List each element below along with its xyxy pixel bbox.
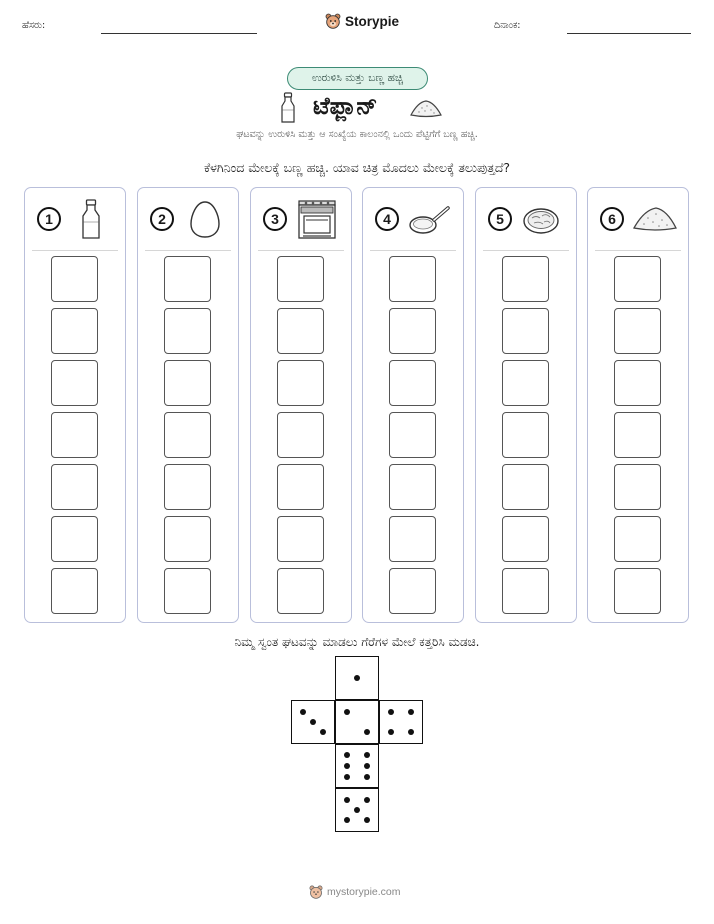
color-box[interactable] [389,464,436,510]
color-box[interactable] [614,256,661,302]
color-box[interactable] [51,308,98,354]
egg-icon [182,198,228,240]
footer [309,885,401,899]
oven-icon [295,198,341,240]
instructions-subtitle: ಘಟವನ್ನು ಉರುಳಿಸಿ ಮತ್ತು ಆ ಸಂಖ್ಯೆಯ ಕಾಲಂನಲ್ಲಿ ಒಂದು ಪೆಟ್ಟಿಗೆಗೆ ಬಣ್ಣ ಹಚ್ಚಿ. [236,129,478,140]
color-box[interactable] [277,568,324,614]
color-box[interactable] [502,256,549,302]
color-box[interactable] [502,360,549,406]
color-box[interactable] [614,308,661,354]
color-box[interactable] [277,464,324,510]
column-2 [137,187,239,623]
color-box[interactable] [51,568,98,614]
column-header [363,188,463,250]
column-number: 4 [375,207,399,231]
column-number: 1 [37,207,61,231]
color-box[interactable] [502,464,549,510]
die-face [291,700,335,744]
name-line [101,33,257,34]
column-header [476,188,576,250]
date-label: ದಿನಾಂಕ: [494,20,521,31]
color-box[interactable] [502,516,549,562]
color-box[interactable] [51,464,98,510]
column-header [138,188,238,250]
column-number: 6 [600,207,624,231]
color-box[interactable] [51,516,98,562]
color-box[interactable] [389,568,436,614]
color-box[interactable] [277,360,324,406]
color-box[interactable] [389,256,436,302]
color-box[interactable] [164,516,211,562]
color-box[interactable] [614,464,661,510]
die-face [335,700,379,744]
color-box[interactable] [614,360,661,406]
color-box[interactable] [389,516,436,562]
column-number: 5 [488,207,512,231]
color-box[interactable] [502,308,549,354]
pip [344,774,350,780]
pip [344,752,350,758]
column-header [25,188,125,250]
column-header [251,188,351,250]
pip [344,797,350,803]
die-face [335,788,379,832]
color-box[interactable] [164,412,211,458]
color-box[interactable] [51,360,98,406]
die-face [335,744,379,788]
pip [354,675,360,681]
dice-instruction: ನಿಮ್ಮ ಸ್ವಂತ ಘಟವನ್ನು ಮಾಡಲು ಗೆರೆಗಳ ಮೇಲೆ ಕತ್ತರಿಸಿ ಮಡಚಿ. [234,635,480,649]
column-4 [362,187,464,623]
bear-logo-icon [309,885,323,899]
pip [364,729,370,735]
pip [364,763,370,769]
column-number: 2 [150,207,174,231]
footer-url[interactable]: mystorypie.com [327,886,401,898]
brand-name: Storypie [345,13,400,29]
column-divider [595,250,681,251]
pip [344,709,350,715]
pip [408,709,414,715]
die-face [379,700,423,744]
color-box[interactable] [502,568,549,614]
column-divider [32,250,118,251]
color-box[interactable] [164,568,211,614]
column-header [588,188,688,250]
color-box[interactable] [164,360,211,406]
column-6 [587,187,689,623]
color-box[interactable] [502,412,549,458]
color-box[interactable] [614,516,661,562]
powder-pile-icon [410,98,442,118]
color-box[interactable] [389,360,436,406]
color-box[interactable] [277,412,324,458]
color-box[interactable] [51,256,98,302]
color-box[interactable] [389,308,436,354]
color-box[interactable] [51,412,98,458]
color-box[interactable] [164,256,211,302]
name-label: ಹೆಸರು: [22,20,46,31]
column-3 [250,187,352,623]
activity-pill: ಉರುಳಿಸಿ ಮತ್ತು ಬಣ್ಣ ಹಚ್ಚಿ [287,67,428,90]
color-box[interactable] [277,516,324,562]
column-number: 3 [263,207,287,231]
column-5 [475,187,577,623]
color-box[interactable] [389,412,436,458]
date-line [567,33,691,34]
pip [344,817,350,823]
die-face [335,656,379,700]
color-box[interactable] [164,464,211,510]
color-box[interactable] [614,568,661,614]
pip [364,774,370,780]
title-row [0,90,714,128]
pip [354,807,360,813]
column-divider [258,250,344,251]
brand-logo [325,13,399,29]
frying-pan-icon [407,198,453,240]
color-box[interactable] [277,308,324,354]
column-divider [370,250,456,251]
pip [408,729,414,735]
milk-bottle-icon [280,92,296,124]
color-box[interactable] [277,256,324,302]
pip [300,709,306,715]
color-box[interactable] [164,308,211,354]
pip [344,763,350,769]
pip [364,797,370,803]
color-box[interactable] [614,412,661,458]
powder-pile-icon [632,198,678,240]
column-divider [145,250,231,251]
column-1 [24,187,126,623]
pip [310,719,316,725]
pip [388,729,394,735]
column-divider [483,250,569,251]
pip [364,752,370,758]
milk-bottle-icon [69,198,115,240]
page-title: ಟೆಫ್ಲಾನ್ [313,92,378,120]
bear-logo-icon [325,13,341,29]
pip [364,817,370,823]
pancake-icon [520,198,566,240]
pip [388,709,394,715]
pip [320,729,326,735]
question-text: ಕೆಳಗಿನಿಂದ ಮೇಲಕ್ಕೆ ಬಣ್ಣ ಹಚ್ಚಿ. ಯಾವ ಚಿತ್ರ ಮೊದಲು ಮೇಲಕ್ಕೆ ತಲುಪುತ್ತದೆ? [203,160,511,175]
